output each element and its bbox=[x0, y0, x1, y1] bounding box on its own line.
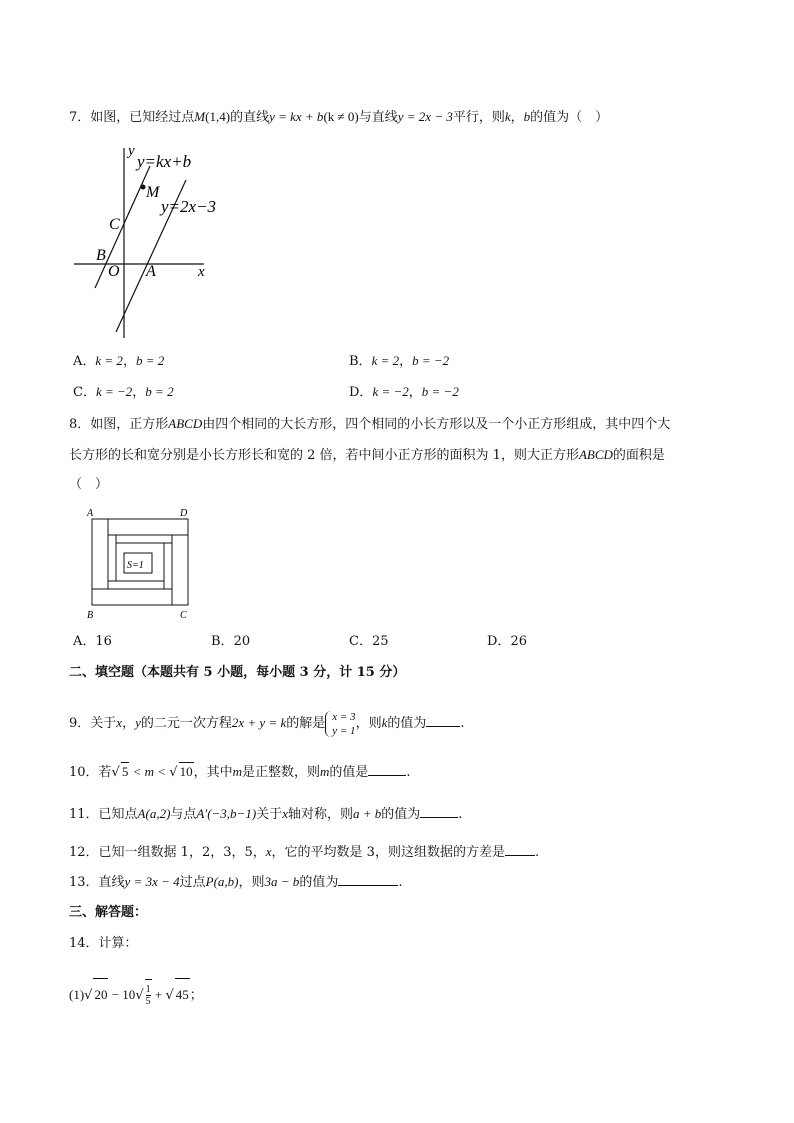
label-c: C bbox=[109, 216, 120, 233]
big-rect-left bbox=[92, 519, 108, 589]
answer-blank[interactable] bbox=[420, 805, 458, 818]
sqrt-fraction: $\frac{1}{5}$ bbox=[145, 979, 152, 1012]
q7-option-d[interactable]: D．k = −2，b = −2 bbox=[349, 384, 459, 400]
answer-blank[interactable] bbox=[505, 843, 535, 856]
q8-option-c[interactable]: C．25 bbox=[349, 634, 389, 649]
q8-stem-line2: 长方形的长和宽分别是小长方形长和宽的 2 倍，若中间小正方形的面积为 1，则大正方形ABCD的面积是 bbox=[69, 447, 665, 463]
label-b: B bbox=[96, 247, 106, 264]
small-rect-top bbox=[116, 535, 172, 543]
answer-blank[interactable] bbox=[338, 873, 398, 886]
q14-title: 14．计算： bbox=[69, 936, 138, 951]
big-rect-bottom bbox=[92, 589, 172, 605]
q7-graph-figure bbox=[70, 140, 230, 340]
big-rect-top bbox=[108, 519, 188, 535]
q13: 13．直线y = 3x − 4过点P(a,b)，则3a − b的值为 . bbox=[69, 874, 403, 890]
q9: 9．关于x，y的二元一次方程2x + y = k的解是 x = 3 y = 1 ，则k的值为 . bbox=[69, 710, 465, 737]
q7-stem: 7．如图，已知经过点M(1,4)的直线y = kx + b(k ≠ 0)与直线y = 2x − 3平行，则k，b的值为（ ） bbox=[69, 109, 609, 125]
q8-stem-line3: （ ） bbox=[69, 477, 109, 492]
q7-option-a[interactable]: A．k = 2，b = 2 bbox=[73, 353, 165, 369]
q14-part1: (1)√ 20 − 10√ $\frac{1}{5}$ + √ 45； bbox=[69, 978, 203, 1012]
label-x: x bbox=[198, 264, 205, 280]
label-s: S=1 bbox=[127, 560, 144, 571]
q7-option-c[interactable]: C．k = −2，b = 2 bbox=[73, 384, 174, 400]
q12: 12．已知一组数据 1，2，3，5，x，它的平均数是 3，则这组数据的方差是 . bbox=[69, 844, 540, 860]
q10: 10．若√ 5 < m < √ 10，其中m是正整数，则m的值是 . bbox=[69, 764, 411, 780]
label-c: C bbox=[180, 610, 187, 621]
section3-heading: 三、解答题： bbox=[69, 905, 148, 920]
label-a: A bbox=[146, 263, 156, 280]
answer-blank[interactable] bbox=[368, 763, 406, 776]
big-rect-right bbox=[172, 535, 188, 605]
label-d: D bbox=[180, 508, 188, 519]
q8-stem-line1: 8．如图，正方形ABCD由四个相同的大长方形，四个相同的小长方形以及一个小正方形组成，其中四个大 bbox=[69, 416, 671, 432]
line-kx-b bbox=[95, 166, 150, 288]
label-a: A bbox=[87, 508, 94, 519]
label-b: B bbox=[87, 610, 94, 621]
label-line2: y=2x−3 bbox=[161, 197, 217, 216]
q8-option-b[interactable]: B．20 bbox=[211, 634, 251, 649]
q7-option-b[interactable]: B．k = 2，b = −2 bbox=[349, 353, 450, 369]
label-o: O bbox=[108, 263, 120, 280]
label-y: y bbox=[128, 143, 135, 159]
q8-option-a[interactable]: A．16 bbox=[73, 634, 112, 649]
answer-blank[interactable] bbox=[426, 714, 460, 727]
q8-square-figure bbox=[82, 505, 200, 625]
equation-system: x = 3 y = 1 bbox=[325, 710, 355, 738]
small-rect-bottom bbox=[108, 581, 164, 589]
q11: 11．已知点A(a,2)与点A′(−3,b−1)关于x轴对称，则a + b的值为 . bbox=[69, 806, 463, 822]
q8-option-d[interactable]: D．26 bbox=[487, 634, 527, 649]
small-rect-left bbox=[108, 535, 116, 581]
small-rect-right bbox=[164, 543, 172, 589]
section2-heading: 二、填空题（本题共有 5 小题，每小题 3 分，计 15 分） bbox=[69, 665, 406, 680]
label-line1: y=kx+b bbox=[137, 152, 192, 171]
point-m-dot bbox=[141, 185, 146, 190]
label-m: M bbox=[146, 184, 160, 201]
